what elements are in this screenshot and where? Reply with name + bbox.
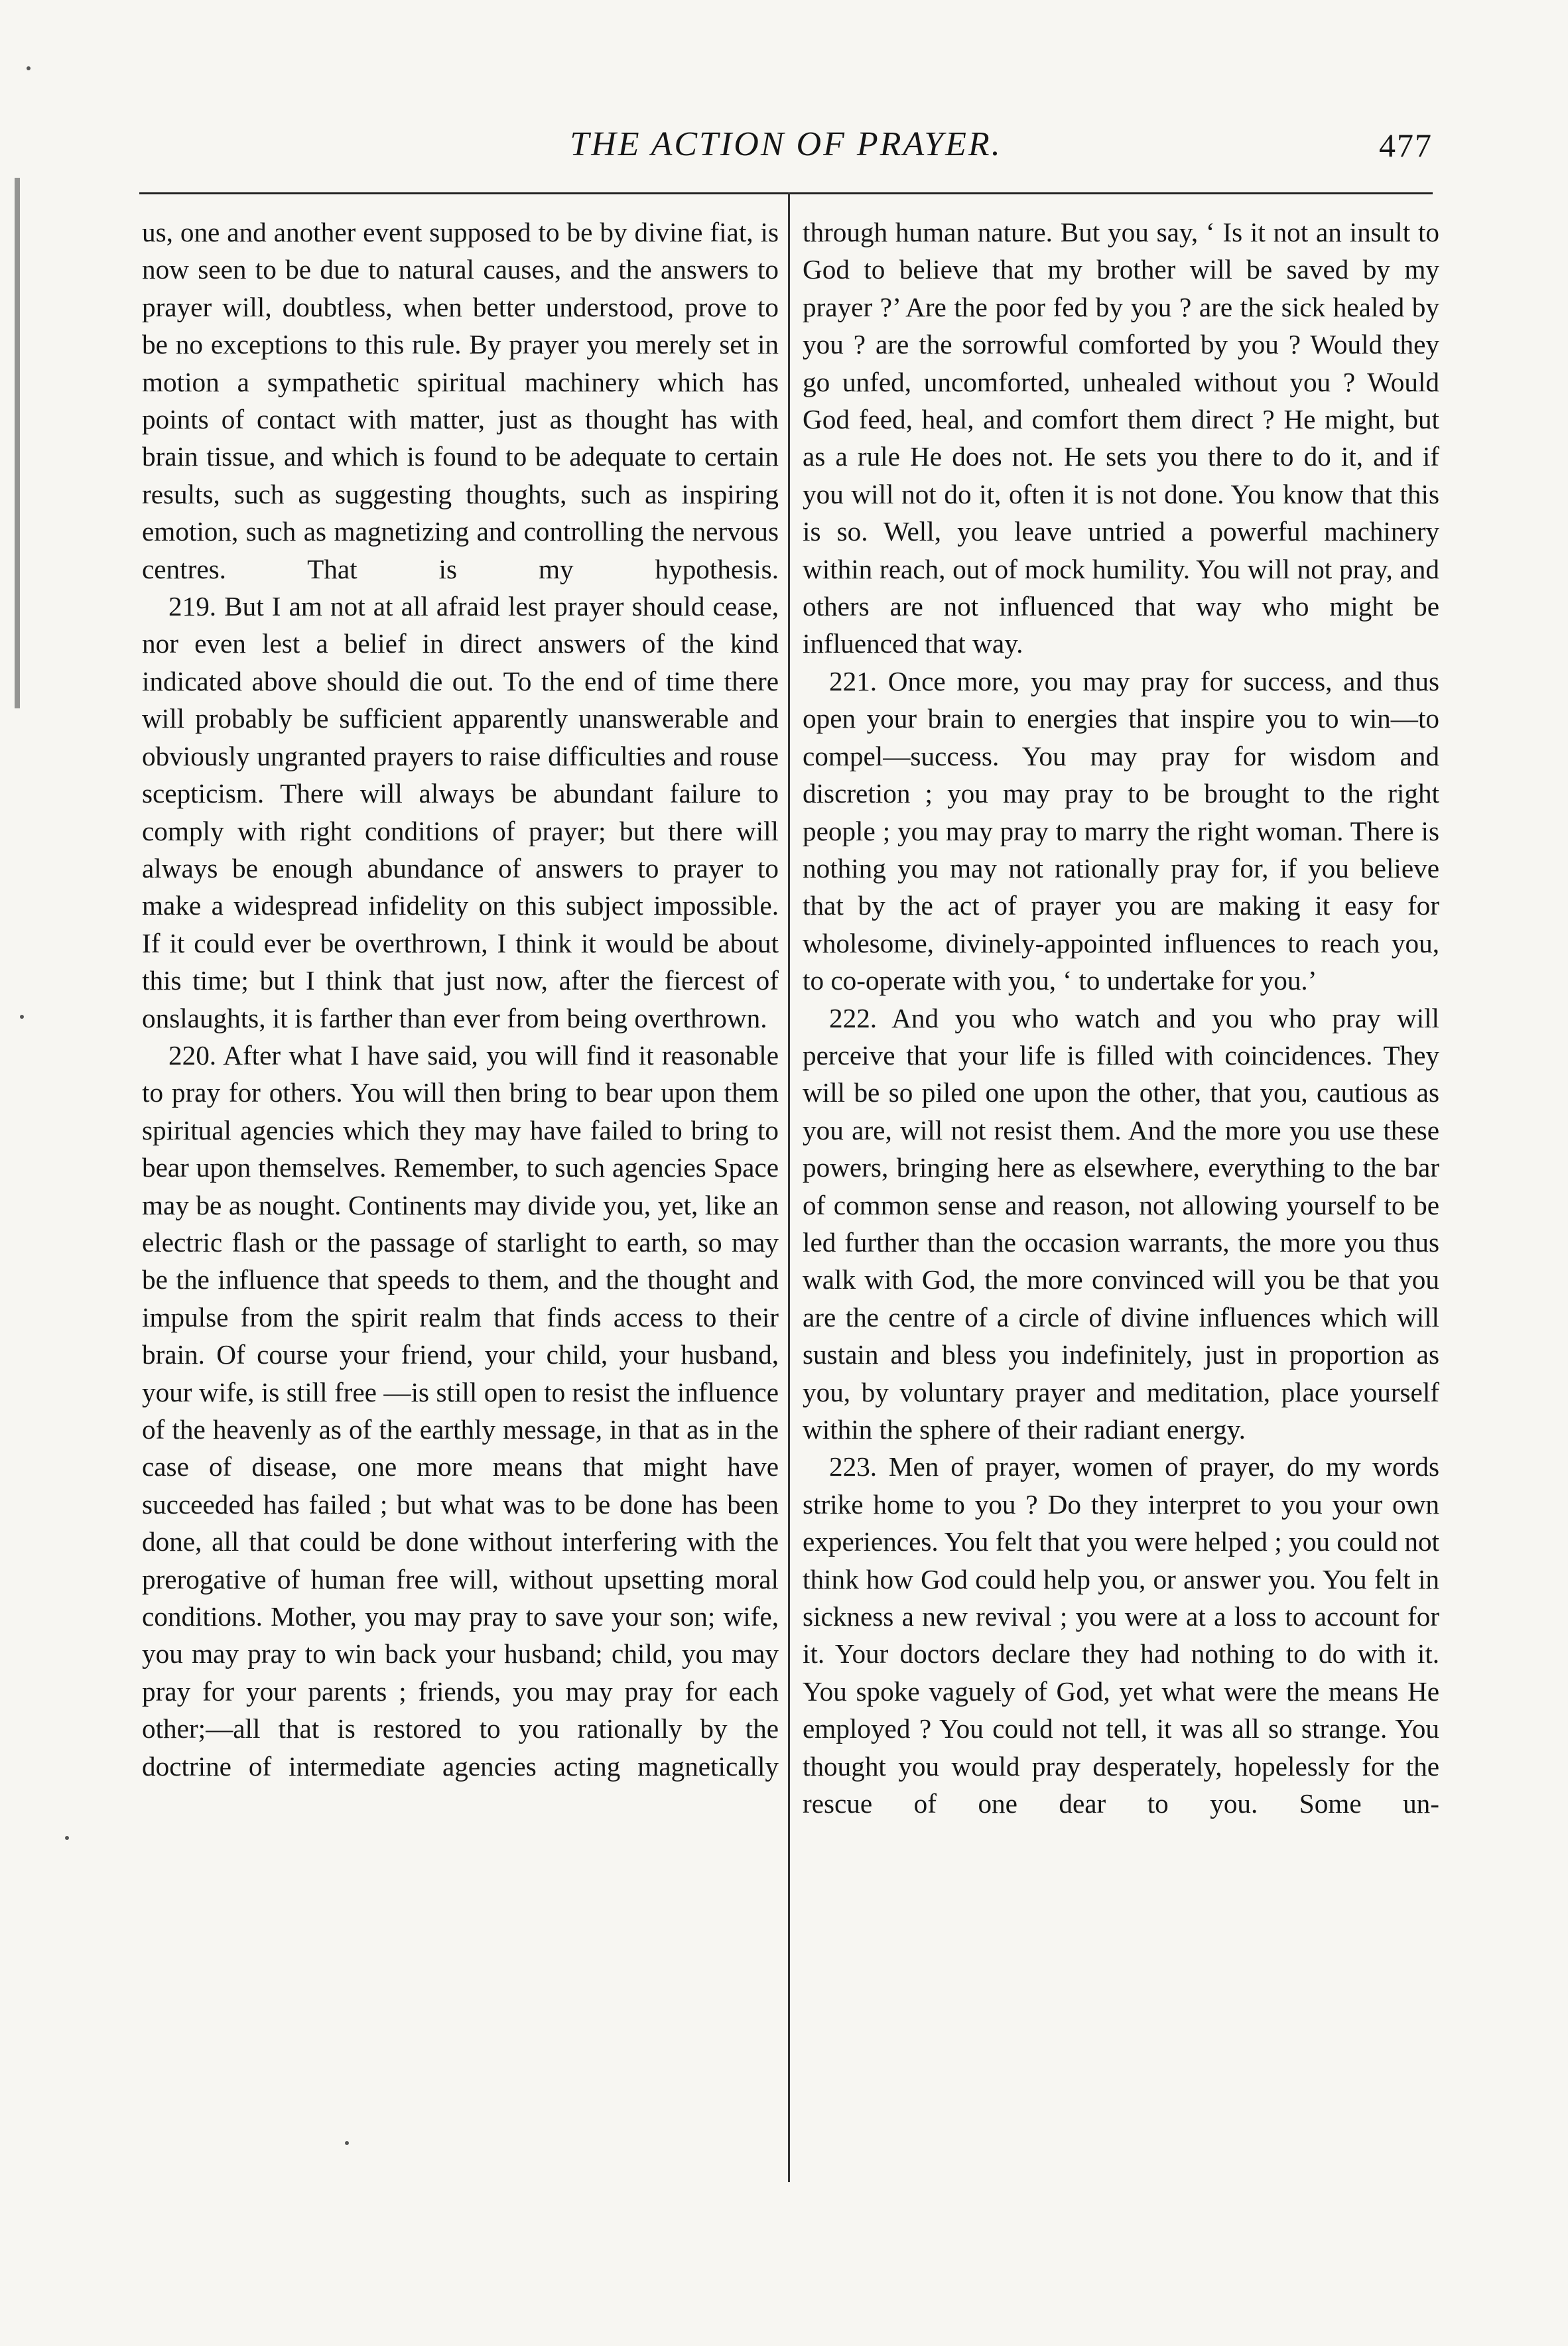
paragraph-220: 220. After what I have said, you will find it reasonable to pray for others. You will then bring to bear upon them spiritual agencies which they may have failed to bring to bear upon themselves. Remember, to such agencies Space may be as nought. Continents may divide you, yet, like an electric flash or the passage of starlight to earth, so may be the influence that speeds to them, and the thought and impulse from the spirit realm that finds access to their brain. Of course your friend, your child, your husband, your wife, is still free —is still open to resist the influence of the heavenly as of the earthly message, in that as in the case of disease, one more means that might have succeeded has failed ; but what was to be done has been done, all that could be done without interfering with the prerogative of human free will, without upsetting moral conditions. Mother, you may pray to save your son; wife, you may pray to win back your husband; child, you may pray for your parents ; friends, you may pray for each other;—all that is restored to you rationally by the doctrine of intermediate agencies acting magnetically [142,1039,779,1782]
paragraph-221: 221. Once more, you may pray for success, and thus open your brain to energies that inspire you to win—to compel—success. You may pray for wisdom and discretion ; you may pray to be brought to the right people ; you may pray to marry the right woman. There is nothing you may not rationally pray for, if you believe that by the act of prayer you are making it easy for wholesome, divinely-appointed influences to reach you, to co-operate with you, ‘ to undertake for you.’ [803,665,1439,996]
paragraph-222: 222. And you who watch and you who pray will perceive that your life is filled with coincidences. They will be so piled one upon the other, that you, cautious as you are, will not resist them. And the more you use these powers, bringing here as elsewhere, everything to the bar of common sense and reason, not allowing yourself to be led further than the occasion warrants, the more you thus walk with God, the more convinced will you be that you are the centre of a circle of divine influences which will sustain and bless you indefinitely, just in proportion as you, by voluntary prayer and meditation, place yourself within the sphere of their radiant energy. [803,1002,1439,1445]
right-column [803,214,1439,1822]
paragraph-219: 219. But I am not at all afraid lest prayer should cease, nor even lest a belief in direct answers of the kind indicated above should die out. To the end of time there will probably be sufficient apparently unanswerable and obviously ungranted prayers to raise difficulties and rouse scepticism. There will always be abundant failure to comply with right conditions of prayer; but there will always be enough abundance of answers to prayer to make a widespread infidelity on this subject impossible. If it could ever be overthrown, I think it would be about this time; but I think that just now, after the fiercest of onslaughts, it is farther than ever from being overthrown. [142,591,779,1033]
paragraph-continued: us, one and another event supposed to be by divine fiat, is now seen to be due to natural causes, and the answers to prayer will, doubtless, when better understood, prove to be no exceptions to this rule. By prayer you merely set in motion a sympathetic spiritual machinery which has points of contact with matter, just as thought has with brain tissue, and which is found to be adequate to certain results, such as suggesting thoughts, such as inspiring emotion, such as magnetizing and controlling the nervous centres. That is my hypothesis. [142,217,779,584]
paragraph-223: 223. Men of prayer, women of prayer, do my words strike home to you ? Do they interpret to you your own experiences. You felt that you were helped ; you could not think how God could help you, or answer you. You felt in sickness a new revival ; you were at a loss to account for it. Your doctors declare they had nothing to do with it. You spoke vaguely of God, yet what were the means He employed ? You could not tell, it was all so strange. You thought you would pray desperately, hopelessly for the rescue of one dear to you. Some un- [803,1451,1439,1819]
paragraph-continued-right: through human nature. But you say, ‘ Is it not an insult to God to believe that my brother will be saved by my prayer ?’ Are the poor fed by you ? are the sick healed by you ? are the sorrowful comforted by you ? Would they go unfed, uncomforted, unhealed without you ? Would God feed, heal, and comfort them direct ? He might, but as a rule He does not. He sets you there to do it, and if you will not do it, often it is not done. You know that this is so. Well, you leave untried a powerful machinery within reach, out of mock humility. You will not pray, and others are not influenced that way who might be influenced that way. [803,217,1439,659]
margin-speck [345,2141,349,2145]
column-divider [788,192,790,2182]
left-column [142,214,779,1785]
binding-edge-mark [15,178,20,708]
running-title: THE ACTION OF PRAYER. [570,125,1002,163]
header-rule [139,192,1433,194]
margin-speck [65,1836,69,1840]
running-head [139,125,1433,178]
margin-speck [27,66,31,70]
margin-speck [20,1015,24,1019]
page-number: 477 [1379,127,1433,164]
